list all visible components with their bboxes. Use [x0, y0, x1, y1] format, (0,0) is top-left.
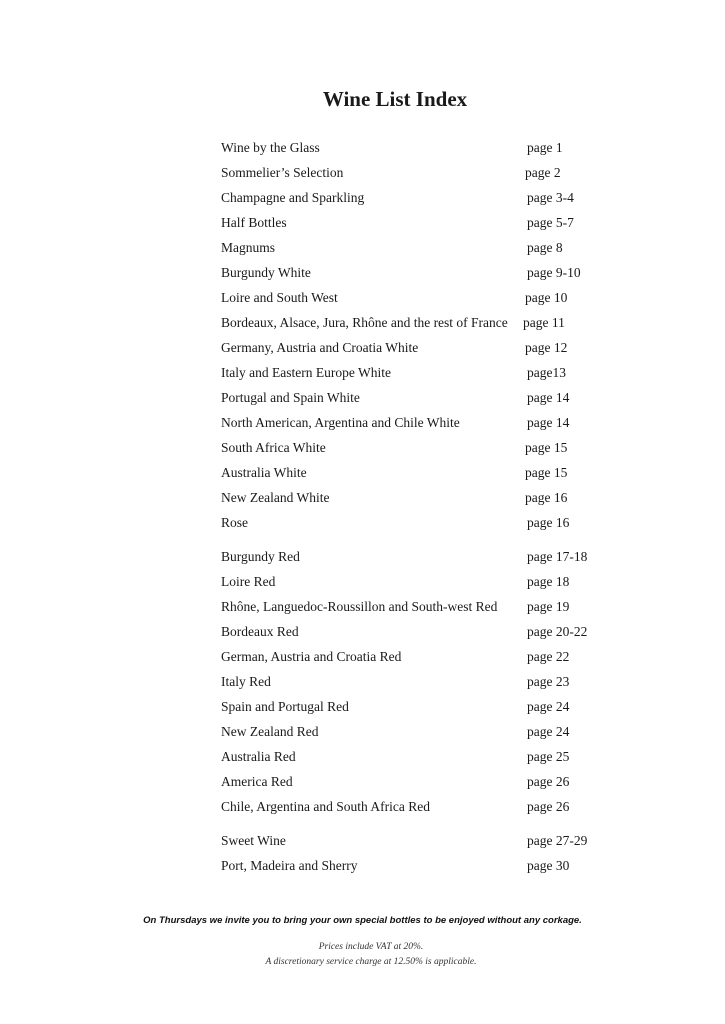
index-entry: [221, 263, 621, 283]
entry-page-number: page13: [527, 365, 566, 380]
entry-section-name: Sommelier’s Selection: [221, 165, 344, 180]
entry-page-number: page 19: [527, 599, 570, 614]
index-entry: [221, 856, 621, 876]
entry-section-name: Italy and Eastern Europe White: [221, 365, 391, 380]
entry-section-name: Wine by the Glass: [221, 140, 320, 155]
entry-page-number: page 23: [527, 674, 570, 689]
index-entry: [221, 138, 621, 158]
index-entry: [221, 797, 621, 817]
entry-page-number: page 17-18: [527, 549, 588, 564]
service-charge-note: A discretionary service charge at 12.50% is applicable.: [265, 957, 477, 967]
entry-section-name: Magnums: [221, 240, 275, 255]
index-entry: [221, 547, 621, 567]
index-entry: [221, 697, 621, 717]
index-entry: [221, 772, 621, 792]
index-entry: [221, 413, 621, 433]
entry-section-name: Rose: [221, 515, 248, 530]
entry-section-name: Chile, Argentina and South Africa Red: [221, 799, 430, 814]
entry-section-name: Burgundy White: [221, 265, 311, 280]
index-entry: [221, 213, 621, 233]
index-entry: [221, 672, 621, 692]
entry-page-number: page 24: [527, 724, 570, 739]
index-entry: [221, 463, 621, 483]
entry-page-number: page 1: [527, 140, 563, 155]
entry-section-name: Australia White: [221, 465, 307, 480]
entry-page-number: page 14: [527, 390, 570, 405]
index-entry: [221, 647, 621, 667]
entry-section-name: Australia Red: [221, 749, 296, 764]
index-entry: [221, 831, 621, 851]
index-entry: [221, 438, 621, 458]
entry-section-name: Loire Red: [221, 574, 276, 589]
entry-page-number: page 22: [527, 649, 570, 664]
entry-page-number: page 18: [527, 574, 570, 589]
entry-page-number: page 26: [527, 774, 570, 789]
entry-page-number: page 12: [525, 340, 568, 355]
vat-note: Prices include VAT at 20%.: [318, 942, 424, 952]
index-entry: [221, 363, 621, 383]
entry-section-name: South Africa White: [221, 440, 326, 455]
entry-page-number: page 10: [525, 290, 568, 305]
entry-page-number: page 11: [523, 315, 565, 330]
entry-page-number: page 5-7: [527, 215, 574, 230]
index-entry: [221, 388, 621, 408]
index-entry: [221, 622, 621, 642]
index-entry: [221, 597, 621, 617]
entry-section-name: New Zealand White: [221, 490, 330, 505]
index-entry: [221, 747, 621, 767]
entry-page-number: page 16: [525, 490, 568, 505]
corkage-note: On Thursdays we invite you to bring your own special bottles to be enjoyed without any corkage.: [143, 915, 582, 926]
entry-section-name: Loire and South West: [221, 290, 338, 305]
entry-page-number: page 27-29: [527, 833, 588, 848]
entry-page-number: page 3-4: [527, 190, 574, 205]
entry-page-number: page 26: [527, 799, 570, 814]
entry-section-name: German, Austria and Croatia Red: [221, 649, 402, 664]
entry-section-name: Italy Red: [221, 674, 271, 689]
index-entry: [221, 163, 621, 183]
page-title: Wine List Index: [322, 87, 468, 111]
entry-page-number: page 30: [527, 858, 570, 873]
entry-page-number: page 15: [525, 440, 568, 455]
entry-page-number: page 25: [527, 749, 570, 764]
entry-section-name: New Zealand Red: [221, 724, 319, 739]
entry-section-name: Bordeaux, Alsace, Jura, Rhône and the rest of France: [221, 315, 508, 330]
entry-section-name: Sweet Wine: [221, 833, 286, 848]
entry-section-name: North American, Argentina and Chile White: [221, 415, 460, 430]
entry-page-number: page 9-10: [527, 265, 581, 280]
index-entry: [221, 313, 621, 333]
entry-section-name: Bordeaux Red: [221, 624, 299, 639]
index-entry: [221, 288, 621, 308]
entry-section-name: Spain and Portugal Red: [221, 699, 349, 714]
index-entry: [221, 188, 621, 208]
entry-section-name: Rhône, Languedoc-Roussillon and South-west Red: [221, 599, 498, 614]
entry-section-name: Half Bottles: [221, 215, 287, 230]
entry-page-number: page 20-22: [527, 624, 588, 639]
index-entry: [221, 238, 621, 258]
entry-section-name: Portugal and Spain White: [221, 390, 360, 405]
entry-section-name: Champagne and Sparkling: [221, 190, 365, 205]
entry-section-name: America Red: [221, 774, 293, 789]
entry-page-number: page 15: [525, 465, 568, 480]
index-entry: [221, 513, 621, 533]
entry-page-number: page 24: [527, 699, 570, 714]
entry-section-name: Burgundy Red: [221, 549, 300, 564]
index-entry: [221, 488, 621, 508]
entry-section-name: Port, Madeira and Sherry: [221, 858, 358, 873]
entry-page-number: page 8: [527, 240, 563, 255]
index-entry: [221, 338, 621, 358]
index-entry: [221, 572, 621, 592]
index-entry: [221, 722, 621, 742]
entry-section-name: Germany, Austria and Croatia White: [221, 340, 419, 355]
entry-page-number: page 14: [527, 415, 570, 430]
entry-page-number: page 16: [527, 515, 570, 530]
entry-page-number: page 2: [525, 165, 561, 180]
